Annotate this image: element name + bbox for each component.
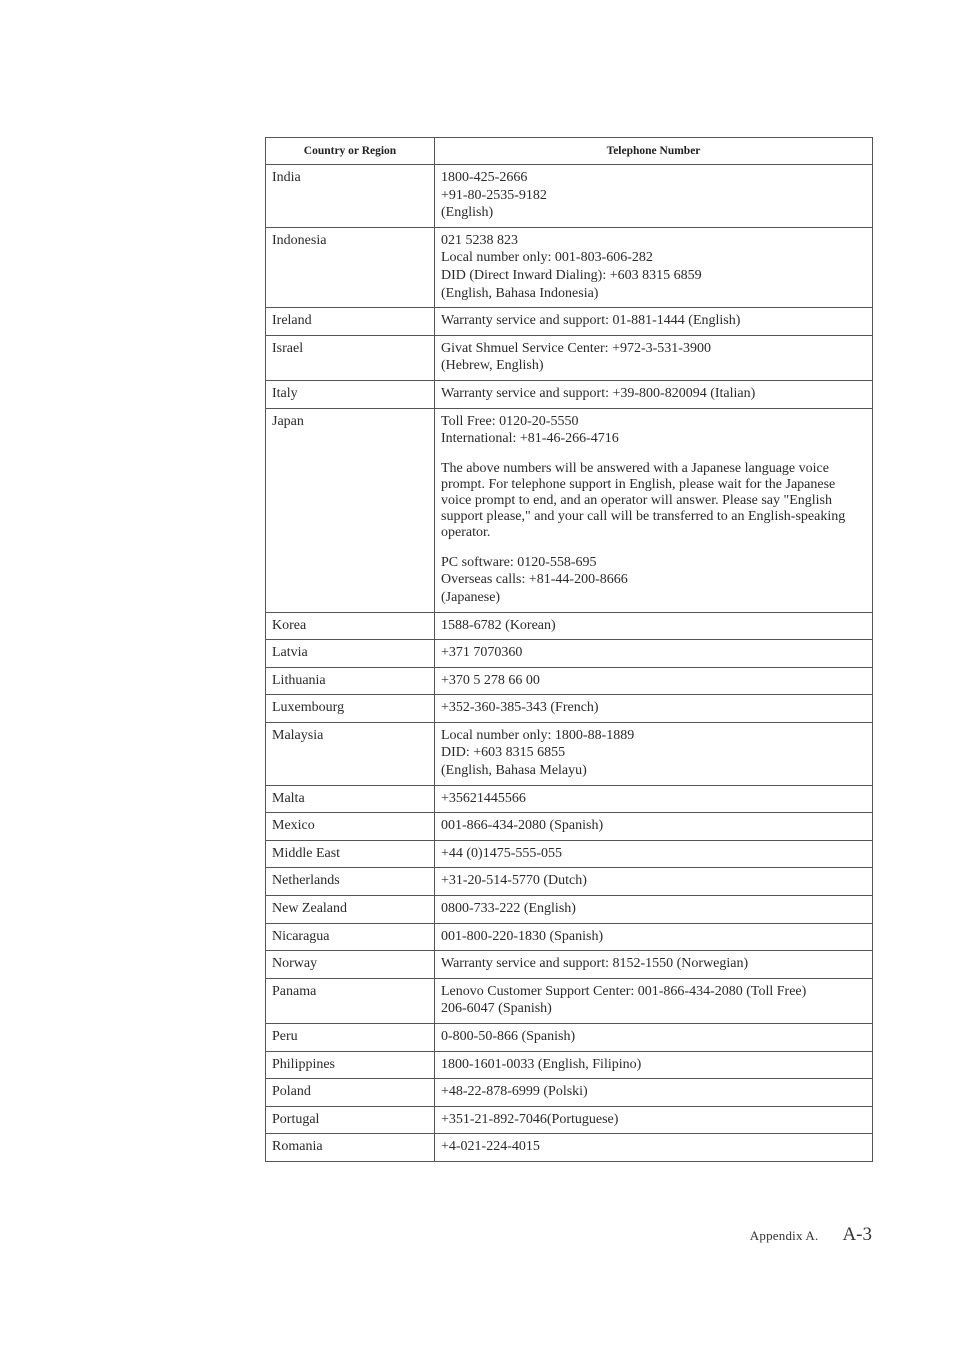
telephone-cell xyxy=(435,785,873,813)
telephone-paragraph xyxy=(441,312,866,330)
telephone-cell xyxy=(435,695,873,723)
telephone-line: +35621445566 xyxy=(441,790,526,806)
table-row xyxy=(266,1134,873,1162)
telephone-line: +44 (0)1475-555-055 xyxy=(441,845,563,861)
telephone-cell xyxy=(435,308,873,336)
page-footer xyxy=(750,1224,872,1246)
telephone-line: 0800-733-222 (English) xyxy=(441,901,576,917)
country-cell: Malta xyxy=(266,785,435,813)
header-telephone: Telephone Number xyxy=(435,138,873,165)
telephone-line: 021 5238 823 xyxy=(441,232,518,248)
table-row xyxy=(266,1079,873,1107)
telephone-line: Givat Shmuel Service Center: +972-3-531-3900 xyxy=(441,340,711,356)
country-cell: Peru xyxy=(266,1024,435,1052)
telephone-cell xyxy=(435,896,873,924)
telephone-line: PC software: 0120-558-695 xyxy=(441,554,597,570)
telephone-paragraph xyxy=(441,790,866,808)
telephone-line: 001-800-220-1830 (Spanish) xyxy=(441,928,604,944)
telephone-line: Local number only: 1800-88-1889 xyxy=(441,727,635,743)
telephone-line: 1588-6782 (Korean) xyxy=(441,617,556,633)
country-cell: Indonesia xyxy=(266,227,435,307)
telephone-paragraph xyxy=(441,644,866,662)
country-cell: Norway xyxy=(266,951,435,979)
table-row xyxy=(266,335,873,380)
telephone-line: International: +81-46-266-4716 xyxy=(441,431,619,447)
telephone-paragraph xyxy=(441,983,866,1018)
telephone-paragraph xyxy=(441,900,866,918)
telephone-cell xyxy=(435,923,873,951)
country-cell: Italy xyxy=(266,380,435,408)
telephone-cell xyxy=(435,978,873,1023)
country-cell: Japan xyxy=(266,408,435,612)
telephone-cell xyxy=(435,408,873,612)
country-cell: Latvia xyxy=(266,640,435,668)
telephone-paragraph xyxy=(441,1083,866,1101)
telephone-line: 0-800-50-866 (Spanish) xyxy=(441,1029,576,1044)
country-cell: Malaysia xyxy=(266,722,435,785)
country-cell: Ireland xyxy=(266,308,435,336)
telephone-line: Local number only: 001-803-606-282 xyxy=(441,250,653,266)
country-cell: Korea xyxy=(266,612,435,640)
telephone-paragraph xyxy=(441,385,866,403)
telephone-line: The above numbers will be answered with a Japanese language voice prompt. For telephone support in English, please wait for the Japanese voice prompt to end, and an operator will answer. Please say "English support please," and your call will be transferred to an English-speaking operator. xyxy=(441,460,846,540)
country-cell: Netherlands xyxy=(266,868,435,896)
telephone-cell xyxy=(435,951,873,979)
telephone-paragraph xyxy=(441,1138,866,1156)
telephone-line: 1800-1601-0033 (English, Filipino) xyxy=(441,1056,642,1072)
table-row xyxy=(266,640,873,668)
telephone-line: +91-80-2535-9182 xyxy=(441,187,547,203)
telephone-line: 001-866-434-2080 (Spanish) xyxy=(441,818,604,834)
telephone-line: Overseas calls: +81-44-200-8666 xyxy=(441,572,628,588)
table-row xyxy=(266,978,873,1023)
telephone-cell xyxy=(435,840,873,868)
telephone-cell xyxy=(435,165,873,228)
country-cell: Luxembourg xyxy=(266,695,435,723)
header-country: Country or Region xyxy=(266,138,435,165)
table-row xyxy=(266,612,873,640)
table-row xyxy=(266,840,873,868)
country-cell: Lithuania xyxy=(266,667,435,695)
table-row xyxy=(266,923,873,951)
table-row xyxy=(266,165,873,228)
telephone-line: (Hebrew, English) xyxy=(441,358,544,374)
telephone-line: +370 5 278 66 00 xyxy=(441,672,540,688)
country-cell: Panama xyxy=(266,978,435,1023)
table-row xyxy=(266,695,873,723)
telephone-line: (English) xyxy=(441,205,494,221)
telephone-paragraph xyxy=(441,928,866,946)
telephone-cell xyxy=(435,1051,873,1079)
table-row xyxy=(266,227,873,307)
table-row xyxy=(266,1051,873,1079)
telephone-line: 206-6047 (Spanish) xyxy=(441,1001,552,1017)
country-cell: Romania xyxy=(266,1134,435,1162)
country-cell: New Zealand xyxy=(266,896,435,924)
telephone-paragraph xyxy=(441,232,866,302)
telephone-cell xyxy=(435,612,873,640)
table-row xyxy=(266,380,873,408)
table-row xyxy=(266,785,873,813)
telephone-paragraph xyxy=(441,461,866,541)
telephone-cell xyxy=(435,1024,873,1052)
telephone-paragraph xyxy=(441,169,866,222)
table-body xyxy=(266,165,873,1162)
telephone-line: (English, Bahasa Melayu) xyxy=(441,763,587,779)
telephone-paragraph xyxy=(441,1056,866,1074)
telephone-line: DID (Direct Inward Dialing): +603 8315 6859 xyxy=(441,267,702,283)
table-row xyxy=(266,868,873,896)
telephone-paragraph xyxy=(441,699,866,717)
table-row xyxy=(266,896,873,924)
telephone-line: +371 7070360 xyxy=(441,645,523,661)
country-cell: Poland xyxy=(266,1079,435,1107)
telephone-line: Warranty service and support: 8152-1550 (Norwegian) xyxy=(441,956,749,972)
country-cell: Middle East xyxy=(266,840,435,868)
telephone-paragraph xyxy=(441,817,866,835)
telephone-cell xyxy=(435,722,873,785)
table-header-row xyxy=(266,138,873,165)
telephone-line: Toll Free: 0120-20-5550 xyxy=(441,413,579,429)
telephone-cell xyxy=(435,1079,873,1107)
telephone-paragraph xyxy=(441,1111,866,1129)
country-cell: Israel xyxy=(266,335,435,380)
country-cell: Philippines xyxy=(266,1051,435,1079)
telephone-cell xyxy=(435,667,873,695)
telephone-cell xyxy=(435,335,873,380)
telephone-line: +31-20-514-5770 (Dutch) xyxy=(441,873,587,889)
telephone-cell xyxy=(435,640,873,668)
table-row xyxy=(266,308,873,336)
telephone-line: (Japanese) xyxy=(441,589,501,605)
telephone-cell xyxy=(435,868,873,896)
telephone-paragraph xyxy=(441,845,866,863)
support-phone-table xyxy=(265,137,873,1162)
telephone-line: Warranty service and support: +39-800-820094 (Italian) xyxy=(441,385,756,401)
page-number: A-3 xyxy=(842,1224,872,1245)
telephone-paragraph xyxy=(441,727,866,780)
telephone-paragraph xyxy=(441,554,866,607)
telephone-cell xyxy=(435,227,873,307)
table-row xyxy=(266,1024,873,1052)
telephone-line: +351-21-892-7046(Portuguese) xyxy=(441,1111,619,1127)
table-row xyxy=(266,408,873,612)
country-cell: India xyxy=(266,165,435,228)
telephone-line: +352-360-385-343 (French) xyxy=(441,700,599,716)
table-row xyxy=(266,1106,873,1134)
telephone-paragraph xyxy=(441,413,866,448)
table-row xyxy=(266,813,873,841)
telephone-paragraph xyxy=(441,672,866,690)
telephone-cell xyxy=(435,813,873,841)
telephone-paragraph xyxy=(441,340,866,375)
telephone-paragraph xyxy=(441,872,866,890)
telephone-line: +48-22-878-6999 (Polski) xyxy=(441,1084,588,1100)
table-row xyxy=(266,667,873,695)
country-cell: Portugal xyxy=(266,1106,435,1134)
table-row xyxy=(266,722,873,785)
country-cell: Nicaragua xyxy=(266,923,435,951)
telephone-cell xyxy=(435,380,873,408)
table-row xyxy=(266,951,873,979)
telephone-cell xyxy=(435,1106,873,1134)
telephone-line: Warranty service and support: 01-881-1444 (English) xyxy=(441,313,741,329)
telephone-line: DID: +603 8315 6855 xyxy=(441,745,566,761)
telephone-paragraph xyxy=(441,1028,866,1046)
appendix-label: Appendix A. xyxy=(749,1228,819,1243)
telephone-paragraph xyxy=(441,955,866,973)
telephone-line: Lenovo Customer Support Center: 001-866-434-2080 (Toll Free) xyxy=(441,983,807,999)
telephone-line: 1800-425-2666 xyxy=(441,170,528,185)
country-cell: Mexico xyxy=(266,813,435,841)
telephone-line: +4-021-224-4015 xyxy=(441,1139,540,1155)
telephone-line: (English, Bahasa Indonesia) xyxy=(441,285,599,301)
telephone-paragraph xyxy=(441,617,866,635)
telephone-cell xyxy=(435,1134,873,1162)
